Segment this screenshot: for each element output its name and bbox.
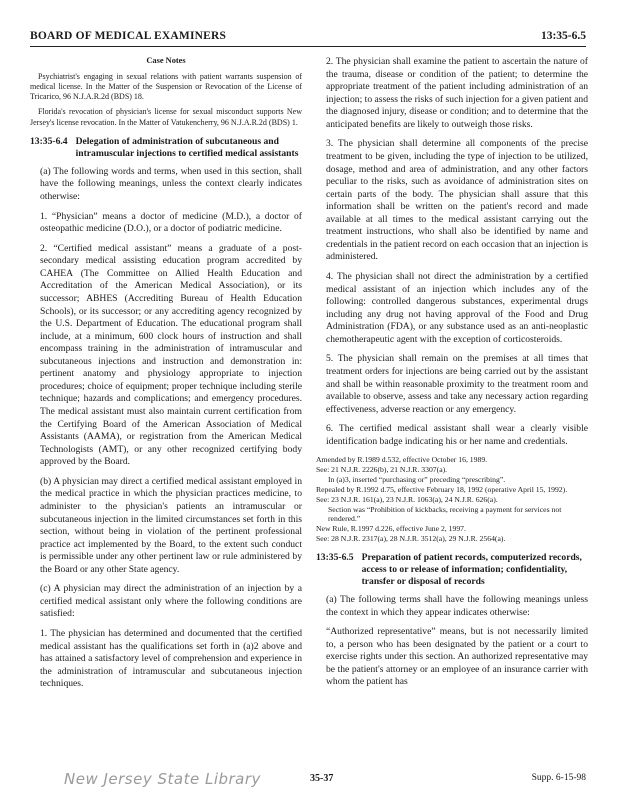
case-notes bbox=[30, 56, 302, 128]
header-section-number: 13:35-6.5 bbox=[540, 30, 586, 42]
library-watermark: New Jersey State Library bbox=[64, 770, 261, 788]
history-line: Section was “Prohibition of kickbacks, receiving a payment for services not rendered.” bbox=[328, 504, 562, 524]
paragraph: (c) A physician may direct the administration of an injection by a certified medical assistant only where the following conditions are satisfied: bbox=[40, 583, 302, 620]
case-notes-title: Case Notes bbox=[146, 56, 186, 65]
case-note: Florida's revocation of physician's license for sexual misconduct supports New Jersey's license revocation. In the Matter of Vatukencherry, 96 N.J.A.R.2d (BDS) 1. bbox=[30, 107, 302, 127]
section-number: 13:35-6.5 bbox=[316, 552, 354, 564]
right-column bbox=[316, 56, 588, 696]
condition: 1. The physician has determined and documented that the certified medical assistant has the qualifications set forth in (a)2 above and has attained a satisfactory level of comprehension and experience in the administration of intramuscular and subcutaneous injection techniques. bbox=[40, 628, 302, 690]
condition: 2. The physician shall examine the patient to ascertain the nature of the trauma, disease or condition of the patient; to determine the appropriate treatment of the patient including administration of an injection; to assess the risks of such injection for a given patient and the diagnosed injury, disease or condition; and to determine that the anticipated benefits are likely to outweigh those risks. bbox=[326, 56, 588, 130]
case-note: Psychiatrist's engaging in sexual relations with patient warrants suspension of medical license. In the Matter of the Suspension or Revocation of the License of Tricarico, 96 N.J.A.R.2d (BDS) 18. bbox=[30, 71, 302, 102]
history-line: See: 23 N.J.R. 161(a), 23 N.J.R. 1063(a), 24 N.J.R. 626(a). bbox=[316, 494, 498, 504]
condition: 5. The physician shall remain on the premises at all times that treatment orders for injections are being carried out by the assistant and shall be within reasonable proximity to the treatment room and available to observe, assess and take any necessary action regarding effectiveness, adverse reaction or any emergency. bbox=[326, 353, 588, 415]
paragraph: (a) The following words and terms, when used in this section, shall have the following meanings, unless the context clearly indicates otherwise: bbox=[40, 165, 302, 203]
page-footer bbox=[30, 770, 586, 788]
section-title: Delegation of administration of subcutaneous and intramuscular injections to certified medical assistants bbox=[75, 135, 299, 159]
history-line: Repealed by R.1992 d.75, effective February 18, 1992 (operative April 15, 1992). bbox=[316, 484, 568, 494]
page-number: 35-37 bbox=[310, 773, 334, 784]
supplement-date: Supp. 6-15-98 bbox=[531, 773, 586, 783]
definition: “Authorized representative” means, but is not necessarily limited to, a person who has been designated by the patient or a court to exercise rights under this section. An authorized representative may be the patient's attorney or an employee of an insurance carrier with whom the patient has bbox=[326, 626, 588, 688]
history-line: In (a)3, inserted “purchasing or” preceding “prescribing”. bbox=[328, 475, 506, 485]
condition: 4. The physician shall not direct the administration by a certified medical assistant of an injection which includes any of the following: controlled dangerous substances, experimental drugs including any drug not having approval of the Food and Drug Administration (FDA), or any substance used as an anti-neoplastic chemotherapeutic agent with the exception of corticosteroids. bbox=[326, 271, 588, 345]
running-header bbox=[30, 30, 586, 47]
section-heading bbox=[316, 552, 588, 588]
history-line: New Rule, R.1997 d.226, effective June 2, 1997. bbox=[316, 524, 466, 534]
section-number: 13:35-6.4 bbox=[30, 135, 68, 147]
history-notes bbox=[316, 455, 588, 544]
condition: 6. The certified medical assistant shall wear a clearly visible identification badge indicating his or her name and credentials. bbox=[326, 423, 588, 447]
section-title: Preparation of patient records, computerized records, access to or release of information; confidentiality, transfer or disposal of records bbox=[361, 552, 582, 588]
condition: 3. The physician shall determine all components of the precise treatment to be given, including the type of injection to be utilized, dosage, method and area of administration, and any other factors peculiar to the risks, such as avoidance of administration sites on certain parts of the body. The physician shall assure that this information shall be written on the patient's record and made available at all times to the medical assistant carrying out the treatment instructions, who shall also be identified by name and credentials in the patient record on each occasion that an injection is administered. bbox=[326, 138, 588, 263]
section-heading bbox=[30, 136, 302, 160]
left-column bbox=[30, 56, 302, 698]
history-line: Amended by R.1989 d.532, effective October 16, 1989. bbox=[316, 455, 488, 465]
paragraph: (a) The following terms shall have the following meanings unless the context in which they appear indicates otherwise: bbox=[326, 594, 588, 618]
header-title: BOARD OF MEDICAL EXAMINERS bbox=[30, 30, 227, 42]
history-line: See: 21 N.J.R. 2226(b), 21 N.J.R. 3307(a). bbox=[316, 465, 448, 475]
definition: 1. “Physician” means a doctor of medicine (M.D.), a doctor of osteopathic medicine (D.O.), or a doctor of podiatric medicine. bbox=[40, 210, 302, 235]
definition: 2. “Certified medical assistant” means a graduate of a post-secondary medical assisting education program accredited by CAHEA (The Committee on Allied Health Education and Accreditation of the American Medical Association), or its successor; ABHES (Accrediting Bureau of Health Education Schools), or its successor; or any accrediting agency recognized by the U.S. Department of Education. The educational program shall include, at a minimum, 600 clock hours of instruction and shall encompass training in the administration of intramuscular and subcutaneous injections and instruction and demonstration in: pertinent anatomy and physiology appropriate to injection procedures; choice of equipment; proper technique including sterile technique; hazards and complications; and emergency procedures. The medical assistant must also maintain current certification from the Certifying Board of the American Association of Medical Assistants (AAMA), or registration from the American Medical Technologists (AMT), or any other recognized certifying body approved by the Board. bbox=[40, 242, 302, 468]
paragraph: (b) A physician may direct a certified medical assistant employed in the medical practice in which the physician practices medicine, to administer to the physician's patients an intramuscular or subcutaneous injection in the limited circumstances set forth in this section, without being in violation of the pertinent professional practice act implemented by the Board, to the extent such conduct is permissible under any other pertinent law or rule administered by the Board or any other State agency. bbox=[40, 475, 302, 575]
history-line: See: 28 N.J.R. 2317(a), 28 N.J.R. 3512(a), 29 N.J.R. 2564(a). bbox=[316, 534, 506, 544]
